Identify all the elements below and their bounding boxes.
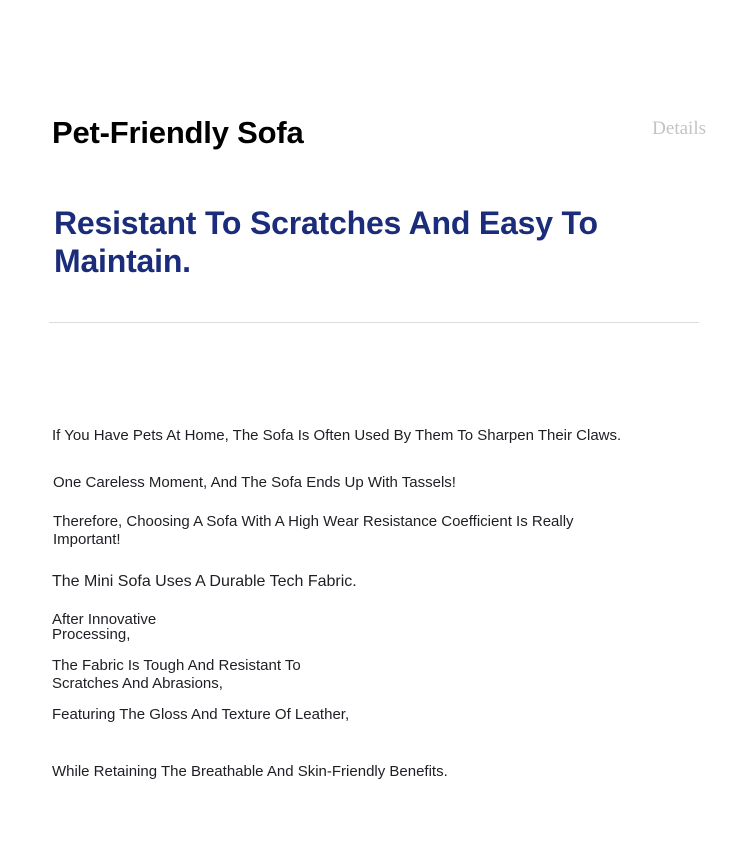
- page-title: Pet-Friendly Sofa: [52, 115, 304, 150]
- page-subtitle: Resistant To Scratches And Easy To Maintain.: [54, 205, 598, 279]
- body-paragraph-processing: After Innovative Processing,: [52, 611, 157, 643]
- body-paragraph-leather-gloss: Featuring The Gloss And Texture Of Leather,: [52, 706, 350, 723]
- body-paragraph-tassels: One Careless Moment, And The Sofa Ends Up With Tassels!: [53, 474, 456, 491]
- body-paragraph-breathable: While Retaining The Breathable And Skin-Friendly Benefits.: [52, 763, 448, 780]
- body-paragraph-pets-claws: If You Have Pets At Home, The Sofa Is Often Used By Them To Sharpen Their Claws.: [52, 427, 622, 444]
- details-link[interactable]: Details: [652, 118, 706, 139]
- body-paragraph-wear-resistance: Therefore, Choosing A Sofa With A High Wear Resistance Coefficient Is Really Important!: [53, 513, 574, 548]
- section-divider: [49, 322, 699, 323]
- body-paragraph-tech-fabric: The Mini Sofa Uses A Durable Tech Fabric.: [52, 573, 357, 590]
- body-paragraph-tough-fabric: The Fabric Is Tough And Resistant To Scratches And Abrasions,: [52, 657, 301, 692]
